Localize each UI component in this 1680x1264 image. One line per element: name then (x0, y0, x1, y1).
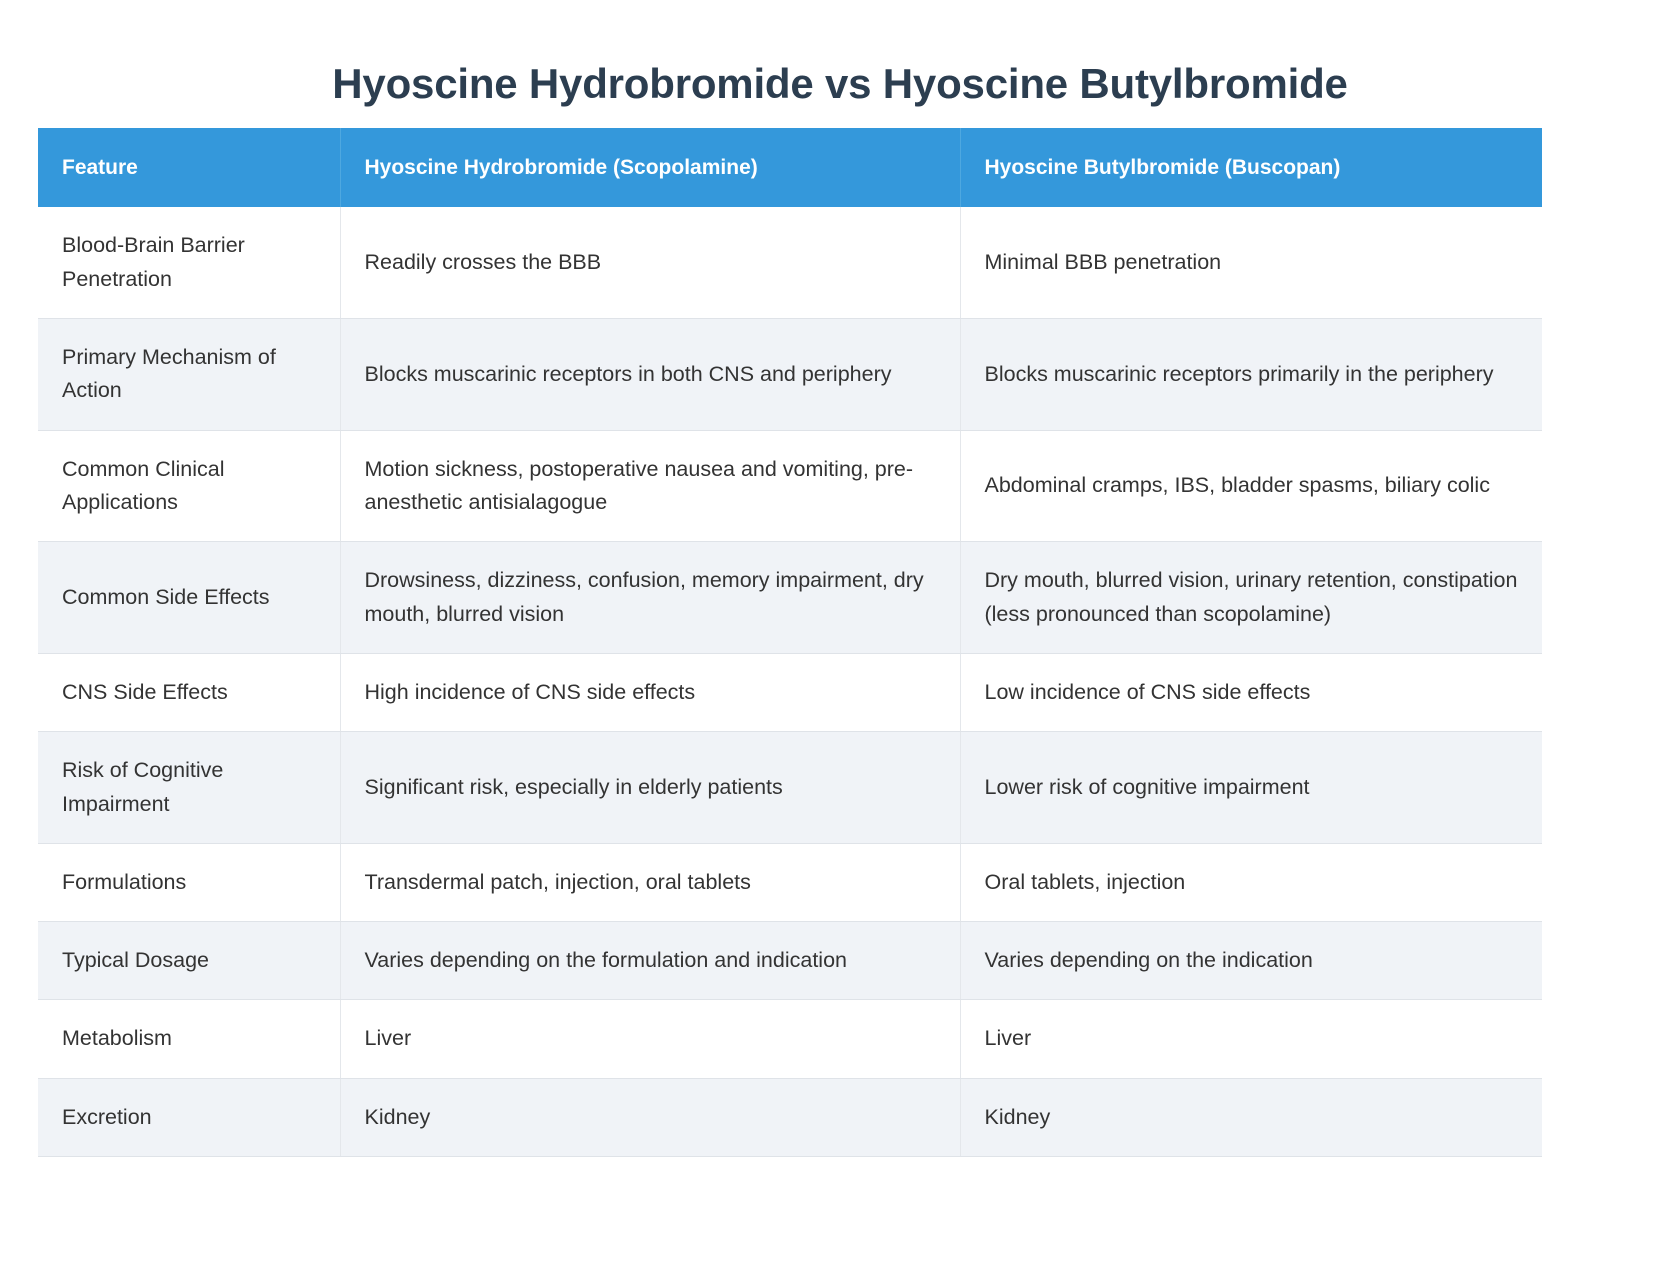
table-header-row (38, 128, 1542, 207)
cell-butylbromide: Oral tablets, injection (960, 843, 1542, 921)
table-row (38, 319, 1542, 431)
cell-feature: Primary Mechanism of Action (38, 319, 340, 431)
table-row (38, 922, 1542, 1000)
cell-hydrobromide: Motion sickness, postoperative nausea and vomiting, pre-anesthetic antisialagogue (340, 430, 960, 542)
cell-feature: Metabolism (38, 1000, 340, 1078)
cell-hydrobromide: Kidney (340, 1078, 960, 1156)
table-row (38, 1000, 1542, 1078)
cell-butylbromide: Dry mouth, blurred vision, urinary retention, constipation (less pronounced than scopolamine) (960, 542, 1542, 654)
page-root (0, 28, 1680, 1264)
cell-hydrobromide: Readily crosses the BBB (340, 207, 960, 318)
table-row (38, 1078, 1542, 1156)
cell-butylbromide: Low incidence of CNS side effects (960, 653, 1542, 731)
cell-butylbromide: Varies depending on the indication (960, 922, 1542, 1000)
table-row (38, 732, 1542, 844)
cell-hydrobromide: Liver (340, 1000, 960, 1078)
cell-butylbromide: Liver (960, 1000, 1542, 1078)
cell-hydrobromide: High incidence of CNS side effects (340, 653, 960, 731)
cell-butylbromide: Minimal BBB penetration (960, 207, 1542, 318)
cell-hydrobromide: Drowsiness, dizziness, confusion, memory impairment, dry mouth, blurred vision (340, 542, 960, 654)
column-header-butylbromide: Hyoscine Butylbromide (Buscopan) (960, 128, 1542, 207)
cell-feature: Common Clinical Applications (38, 430, 340, 542)
table-row (38, 542, 1542, 654)
cell-butylbromide: Blocks muscarinic receptors primarily in the periphery (960, 319, 1542, 431)
cell-hydrobromide: Blocks muscarinic receptors in both CNS and periphery (340, 319, 960, 431)
cell-feature: CNS Side Effects (38, 653, 340, 731)
cell-hydrobromide: Varies depending on the formulation and indication (340, 922, 960, 1000)
cell-butylbromide: Kidney (960, 1078, 1542, 1156)
cell-butylbromide: Abdominal cramps, IBS, bladder spasms, biliary colic (960, 430, 1542, 542)
cell-feature: Risk of Cognitive Impairment (38, 732, 340, 844)
cell-butylbromide: Lower risk of cognitive impairment (960, 732, 1542, 844)
cell-hydrobromide: Transdermal patch, injection, oral tablets (340, 843, 960, 921)
cell-feature: Formulations (38, 843, 340, 921)
table-row (38, 207, 1542, 318)
table-row (38, 653, 1542, 731)
cell-feature: Excretion (38, 1078, 340, 1156)
cell-feature: Blood-Brain Barrier Penetration (38, 207, 340, 318)
comparison-table (38, 128, 1542, 1157)
table-header (38, 128, 1542, 207)
cell-hydrobromide: Significant risk, especially in elderly patients (340, 732, 960, 844)
column-header-hydrobromide: Hyoscine Hydrobromide (Scopolamine) (340, 128, 960, 207)
cell-feature: Common Side Effects (38, 542, 340, 654)
cell-feature: Typical Dosage (38, 922, 340, 1000)
comparison-table-container (38, 128, 1542, 1157)
page-title: Hyoscine Hydrobromide vs Hyoscine Butylbromide (332, 60, 1348, 108)
column-header-feature: Feature (38, 128, 340, 207)
table-row (38, 430, 1542, 542)
table-row (38, 843, 1542, 921)
table-body (38, 207, 1542, 1156)
